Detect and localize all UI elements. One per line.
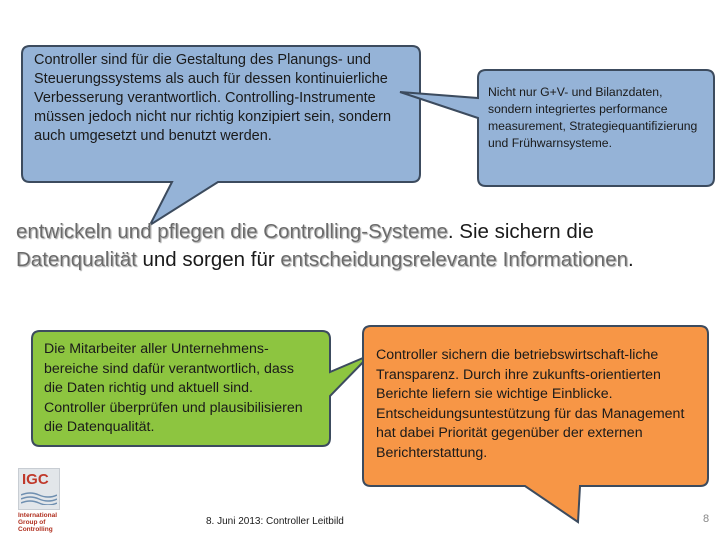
highlight-entscheidungsrelevante-informationen: entscheidungsrelevante Informationen [280,248,628,271]
main-text-3: . [628,248,634,271]
callout-bottom-left-text: Die Mitarbeiter aller Unternehmens-bereiche sind dafür verantwortlich, dass die Daten richtig und aktuell sind. Controller überprüfen und plausibilisieren die Datenqualität. [44,341,303,435]
igc-logo-line-2: Group of [18,519,46,526]
page-number: 8 [703,513,710,525]
igc-logo-abbr: IGC [22,471,49,488]
highlight-controlling-systeme: entwickeln und pflegen die Controlling-Systeme [16,220,448,243]
main-text-1: . Sie sichern die [447,220,594,243]
highlight-datenqualitaet: Datenqualität [16,248,137,271]
igc-logo-line-3: Controlling [18,526,53,533]
igc-logo-line-1: International [18,512,58,519]
logo-wave-icon [21,491,57,505]
main-statement [16,218,706,274]
callout-top-right-text: Nicht nur G+V- und Bilanzdaten, sondern integriertes performance measurement, Strategiequantifizierung und Frühwarnsysteme. [488,85,698,150]
callout-bottom-right-text: Controller sichern die betriebswirtschaft-liche Transparenz. Durch ihre zukunfts-orientierten Berichte liefern sie wichtige Einblicke. Entscheidungsuntestützung für das Management hat dabei Priorität gegenüber der externen Berichterstattung. [376,347,685,461]
footer-text: 8. Juni 2013: Controller Leitbild [206,516,344,527]
igc-logo-mark [18,468,60,510]
main-text-2: und sorgen für [136,248,281,271]
igc-logo-subtitle [18,512,62,533]
callout-top-left-text: Controller sind für die Gestaltung des Planungs- und Steuerungssystems als auch für dessen kontinuierliche Verbesserung verantwortlich. Controlling-Instrumente müssen jedoch nicht nur richtig konzipiert sein, sondern auch umgesetzt und benutzt werden. [34,52,392,144]
igc-logo [18,468,62,536]
